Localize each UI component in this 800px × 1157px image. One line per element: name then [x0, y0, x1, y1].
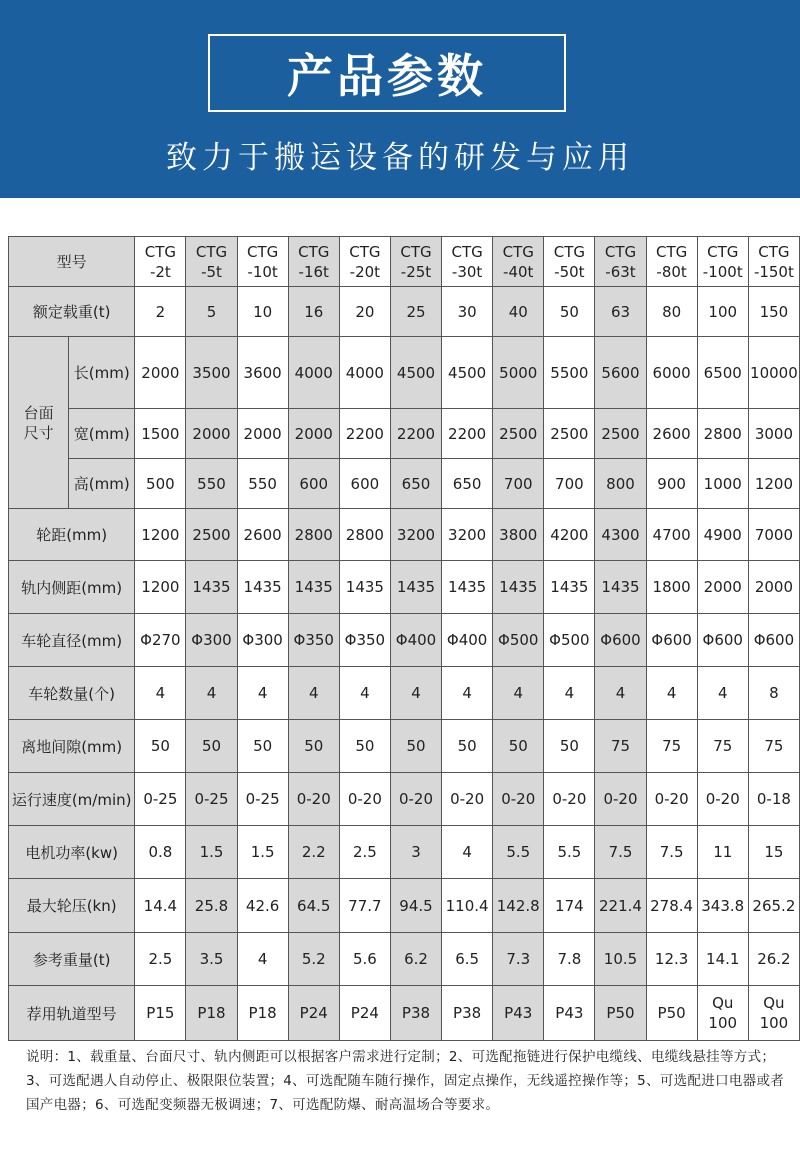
param-value: 0-20 [646, 773, 697, 826]
rail-value: P50 [646, 986, 697, 1041]
platform-width-value: 2000 [237, 409, 288, 459]
param-value: 1435 [493, 561, 544, 614]
param-value: 1435 [339, 561, 390, 614]
model-cell [442, 237, 493, 287]
model-cell-line: -30t [451, 262, 483, 281]
param-value: 12.3 [646, 933, 697, 986]
platform-width-value: 2500 [595, 409, 646, 459]
param-value: 4 [442, 826, 493, 879]
row-platform-width [9, 409, 800, 459]
model-cell-line: -10t [247, 262, 278, 281]
param-value: 4200 [544, 509, 595, 561]
param-value: 4 [544, 667, 595, 720]
platform-width-value: 3000 [748, 409, 799, 459]
param-value: 1435 [237, 561, 288, 614]
param-value: 4 [288, 667, 339, 720]
param-value: 5.6 [339, 933, 390, 986]
param-label: 参考重量(t) [9, 933, 135, 986]
param-value: 2500 [186, 509, 237, 561]
rail-value: P18 [186, 986, 237, 1041]
param-label: 车轮直径(mm) [9, 614, 135, 667]
param-value: 3200 [390, 509, 441, 561]
param-value: Φ300 [186, 614, 237, 667]
param-value: Φ300 [237, 614, 288, 667]
model-cell-line: -25t [400, 262, 432, 281]
param-value: 7.8 [544, 933, 595, 986]
platform-height-value: 500 [135, 459, 186, 509]
param-value: 4 [339, 667, 390, 720]
param-value: Φ350 [339, 614, 390, 667]
rated-load-value: 20 [339, 287, 390, 337]
param-value: 4 [135, 667, 186, 720]
rail-label: 荐用轨道型号 [9, 986, 135, 1041]
rail-value-line: Qu [712, 994, 734, 1012]
param-value: 1200 [135, 509, 186, 561]
param-value: 4 [237, 667, 288, 720]
rated-load-value: 80 [646, 287, 697, 337]
rail-value: P38 [442, 986, 493, 1041]
param-value: Φ600 [595, 614, 646, 667]
param-value: 50 [288, 720, 339, 773]
param-value: 1.5 [237, 826, 288, 879]
platform-width-value: 2500 [493, 409, 544, 459]
param-value: 3 [390, 826, 441, 879]
rated-load-value: 5 [186, 287, 237, 337]
rated-load-value: 50 [544, 287, 595, 337]
param-value: 142.8 [493, 879, 544, 933]
rated-load-value: 2 [135, 287, 186, 337]
platform-height-value: 1200 [748, 459, 799, 509]
param-value: 11 [697, 826, 748, 879]
param-value: 0-20 [288, 773, 339, 826]
param-value: 3800 [493, 509, 544, 561]
platform-height-value: 600 [288, 459, 339, 509]
param-value: 1435 [442, 561, 493, 614]
model-cell-line: CTG [451, 242, 483, 261]
param-value: 50 [135, 720, 186, 773]
param-value: 50 [237, 720, 288, 773]
param-value: 0-20 [493, 773, 544, 826]
platform-height-value: 650 [442, 459, 493, 509]
row-rail [9, 986, 800, 1041]
platform-width-value: 2500 [544, 409, 595, 459]
rail-value-line: 100 [759, 1014, 789, 1032]
param-value: 2.5 [339, 826, 390, 879]
platform-length-value: 5000 [493, 337, 544, 409]
model-cell-line: -2t [149, 262, 171, 281]
model-cell [186, 237, 237, 287]
param-value: 3.5 [186, 933, 237, 986]
model-cell-line: CTG [758, 242, 790, 261]
param-value: 5.2 [288, 933, 339, 986]
platform-height-value: 800 [595, 459, 646, 509]
rail-value: P15 [135, 986, 186, 1041]
platform-length-value: 4500 [390, 337, 441, 409]
platform-length-value: 6000 [646, 337, 697, 409]
model-cell [237, 237, 288, 287]
platform-height-label: 高(mm) [69, 459, 135, 509]
model-label: 型号 [9, 237, 135, 287]
rail-value: P24 [288, 986, 339, 1041]
param-value: 2000 [748, 561, 799, 614]
param-value: 0.8 [135, 826, 186, 879]
param-value: 7.5 [595, 826, 646, 879]
param-value: 4 [697, 667, 748, 720]
model-cell-line: -80t [656, 262, 687, 281]
param-value: 0-20 [339, 773, 390, 826]
platform-length-value: 5500 [544, 337, 595, 409]
rail-value: P43 [493, 986, 544, 1041]
param-value: Φ600 [646, 614, 697, 667]
model-cell-line: -16t [298, 262, 329, 281]
rail-value: P43 [544, 986, 595, 1041]
param-label: 离地间隙(mm) [9, 720, 135, 773]
param-value: 50 [442, 720, 493, 773]
param-value: 0-18 [748, 773, 799, 826]
param-value: 2.2 [288, 826, 339, 879]
model-cell-line: CTG [604, 242, 637, 261]
param-value: 6.2 [390, 933, 441, 986]
param-value: 1435 [544, 561, 595, 614]
param-value: 77.7 [339, 879, 390, 933]
param-label: 轨内侧距(mm) [9, 561, 135, 614]
param-value: 10.5 [595, 933, 646, 986]
platform-width-value: 2000 [288, 409, 339, 459]
rated-load-value: 40 [493, 287, 544, 337]
rated-load-value: 10 [237, 287, 288, 337]
param-value: Φ400 [442, 614, 493, 667]
param-value: 278.4 [646, 879, 697, 933]
row-param [9, 614, 800, 667]
rated-load-value: 16 [288, 287, 339, 337]
title-box [208, 34, 566, 112]
param-value: 50 [544, 720, 595, 773]
param-value: 221.4 [595, 879, 646, 933]
row-param [9, 773, 800, 826]
model-cell-line: CTG [298, 242, 330, 261]
rail-value-line: Qu [763, 994, 785, 1012]
model-cell-line: -150t [753, 262, 794, 281]
param-value: Φ600 [697, 614, 748, 667]
model-cell-line: CTG [655, 242, 688, 261]
row-param [9, 720, 800, 773]
model-cell-line: -63t [605, 262, 636, 281]
param-value: Φ400 [390, 614, 441, 667]
param-value: 8 [748, 667, 799, 720]
param-value: 4 [493, 667, 544, 720]
model-cell-line: -50t [554, 262, 585, 281]
param-value: 0-20 [697, 773, 748, 826]
param-value: Φ270 [135, 614, 186, 667]
model-cell-line: -100t [702, 262, 743, 281]
param-value: 1435 [186, 561, 237, 614]
param-value: 1435 [288, 561, 339, 614]
platform-length-label: 长(mm) [69, 337, 135, 409]
model-cell-line: CTG [144, 242, 176, 261]
model-cell-line: -40t [503, 262, 534, 281]
rail-value-line: 100 [708, 1014, 738, 1032]
rated-load-value: 25 [390, 287, 441, 337]
param-value: 1435 [595, 561, 646, 614]
row-rated-load [9, 287, 800, 337]
param-value: 1200 [135, 561, 186, 614]
param-value: 50 [186, 720, 237, 773]
param-value: 15 [748, 826, 799, 879]
page-title: 产品参数 [287, 49, 487, 103]
platform-width-value: 2200 [390, 409, 441, 459]
header-banner [0, 0, 800, 198]
param-value: 4 [442, 667, 493, 720]
row-platform-height [9, 459, 800, 509]
param-value: 0-25 [135, 773, 186, 826]
rated-load-value: 63 [595, 287, 646, 337]
row-param [9, 933, 800, 986]
row-platform-length [9, 337, 800, 409]
model-cell [595, 237, 646, 287]
param-value: 25.8 [186, 879, 237, 933]
model-cell-line: -20t [349, 262, 381, 281]
platform-width-value: 2200 [339, 409, 390, 459]
param-value: 14.4 [135, 879, 186, 933]
param-value: 3200 [442, 509, 493, 561]
param-value: 4300 [595, 509, 646, 561]
model-cell [390, 237, 441, 287]
platform-length-value: 4000 [288, 337, 339, 409]
platform-width-value: 2800 [697, 409, 748, 459]
platform-group-label-line: 台面 [23, 403, 54, 422]
platform-length-value: 2000 [135, 337, 186, 409]
row-param [9, 879, 800, 933]
param-value: 0-20 [544, 773, 595, 826]
rail-value: P24 [339, 986, 390, 1041]
param-value: 5.5 [544, 826, 595, 879]
param-value: Φ500 [544, 614, 595, 667]
param-value: 50 [493, 720, 544, 773]
platform-length-value: 10000 [748, 337, 799, 409]
platform-width-value: 2000 [186, 409, 237, 459]
param-value: 94.5 [390, 879, 441, 933]
platform-height-value: 700 [493, 459, 544, 509]
rail-value [748, 986, 799, 1041]
param-value: 2600 [237, 509, 288, 561]
param-value: 4 [237, 933, 288, 986]
platform-height-value: 1000 [697, 459, 748, 509]
rated-load-value: 30 [442, 287, 493, 337]
param-value: 4900 [697, 509, 748, 561]
param-value: 4 [186, 667, 237, 720]
param-label: 最大轮压(kn) [9, 879, 135, 933]
param-value: 75 [748, 720, 799, 773]
platform-height-value: 550 [237, 459, 288, 509]
page-subtitle: 致力于搬运设备的研发与应用 [166, 140, 634, 176]
model-cell [339, 237, 390, 287]
platform-group-label-line: 尺寸 [23, 423, 54, 442]
notes-paragraph: 说明：1、载重量、台面尺寸、轨内侧距可以根据客户需求进行定制；2、可选配拖链进行保护电缆线、电缆线悬挂等方式；3、可选配遇人自动停止、极限限位装置；4、可选配随车随行操作，固定点操作，无线遥控操作等；5、可选配进口电器或者国产电器；6、可选配变频器无极调速；7、可选配防爆、耐高温场合等要求。 [26, 1049, 785, 1113]
platform-length-value: 6500 [697, 337, 748, 409]
param-label: 运行速度(m/min) [9, 773, 135, 826]
param-value: 2.5 [135, 933, 186, 986]
param-value: 0-20 [595, 773, 646, 826]
platform-width-label: 宽(mm) [69, 409, 135, 459]
row-param [9, 561, 800, 614]
param-value: 42.6 [237, 879, 288, 933]
param-value: 0-20 [390, 773, 441, 826]
rail-value: P50 [595, 986, 646, 1041]
param-value: 2800 [339, 509, 390, 561]
param-value: 5.5 [493, 826, 544, 879]
param-value: 1.5 [186, 826, 237, 879]
platform-length-value: 4000 [339, 337, 390, 409]
parameters-table [8, 236, 800, 1041]
param-value: 2800 [288, 509, 339, 561]
param-value: 7000 [748, 509, 799, 561]
model-cell-line: CTG [400, 242, 432, 261]
param-value: 4700 [646, 509, 697, 561]
param-value: 7.5 [646, 826, 697, 879]
param-value: 14.1 [697, 933, 748, 986]
param-label: 电机功率(kw) [9, 826, 135, 879]
row-param [9, 509, 800, 561]
platform-length-value: 4500 [442, 337, 493, 409]
param-value: 343.8 [697, 879, 748, 933]
param-value: 174 [544, 879, 595, 933]
param-value: Φ350 [288, 614, 339, 667]
param-value: 110.4 [442, 879, 493, 933]
platform-group-label [9, 337, 69, 509]
rail-value [697, 986, 748, 1041]
param-value: 50 [390, 720, 441, 773]
param-value: 265.2 [748, 879, 799, 933]
row-model [9, 237, 800, 287]
row-param [9, 667, 800, 720]
platform-height-value: 700 [544, 459, 595, 509]
model-cell-line: CTG [246, 242, 279, 261]
param-value: 2000 [697, 561, 748, 614]
platform-width-value: 2600 [646, 409, 697, 459]
model-cell-line: CTG [553, 242, 585, 261]
param-value: 50 [339, 720, 390, 773]
model-cell-line: CTG [707, 242, 739, 261]
param-label: 轮距(mm) [9, 509, 135, 561]
param-value: 7.3 [493, 933, 544, 986]
param-value: 4 [646, 667, 697, 720]
platform-length-value: 3600 [237, 337, 288, 409]
rated-load-value: 150 [748, 287, 799, 337]
param-value: Φ600 [748, 614, 799, 667]
model-cell [493, 237, 544, 287]
param-value: 75 [646, 720, 697, 773]
param-value: Φ500 [493, 614, 544, 667]
platform-width-value: 2200 [442, 409, 493, 459]
param-value: 0-25 [186, 773, 237, 826]
param-value: 64.5 [288, 879, 339, 933]
model-cell-line: CTG [502, 242, 534, 261]
rail-value: P18 [237, 986, 288, 1041]
param-value: 26.2 [748, 933, 799, 986]
param-value: 0-25 [237, 773, 288, 826]
param-value: 0-20 [442, 773, 493, 826]
param-value: 1435 [390, 561, 441, 614]
platform-height-value: 650 [390, 459, 441, 509]
model-cell [646, 237, 697, 287]
platform-width-value: 1500 [135, 409, 186, 459]
row-param [9, 826, 800, 879]
model-cell-line: CTG [195, 242, 228, 261]
param-value: 75 [697, 720, 748, 773]
model-cell [544, 237, 595, 287]
platform-height-value: 900 [646, 459, 697, 509]
platform-height-value: 550 [186, 459, 237, 509]
rated-load-value: 100 [697, 287, 748, 337]
platform-length-value: 3500 [186, 337, 237, 409]
param-value: 1800 [646, 561, 697, 614]
param-label: 车轮数量(个) [9, 667, 135, 720]
model-cell [135, 237, 186, 287]
param-value: 4 [595, 667, 646, 720]
param-value: 4 [390, 667, 441, 720]
platform-length-value: 5600 [595, 337, 646, 409]
model-cell-line: -5t [201, 262, 222, 281]
model-cell [697, 237, 748, 287]
rated-load-label: 额定载重(t) [9, 287, 135, 337]
platform-height-value: 600 [339, 459, 390, 509]
param-value: 75 [595, 720, 646, 773]
model-cell [288, 237, 339, 287]
model-cell-line: CTG [349, 242, 381, 261]
rail-value: P38 [390, 986, 441, 1041]
model-cell [748, 237, 799, 287]
param-value: 6.5 [442, 933, 493, 986]
